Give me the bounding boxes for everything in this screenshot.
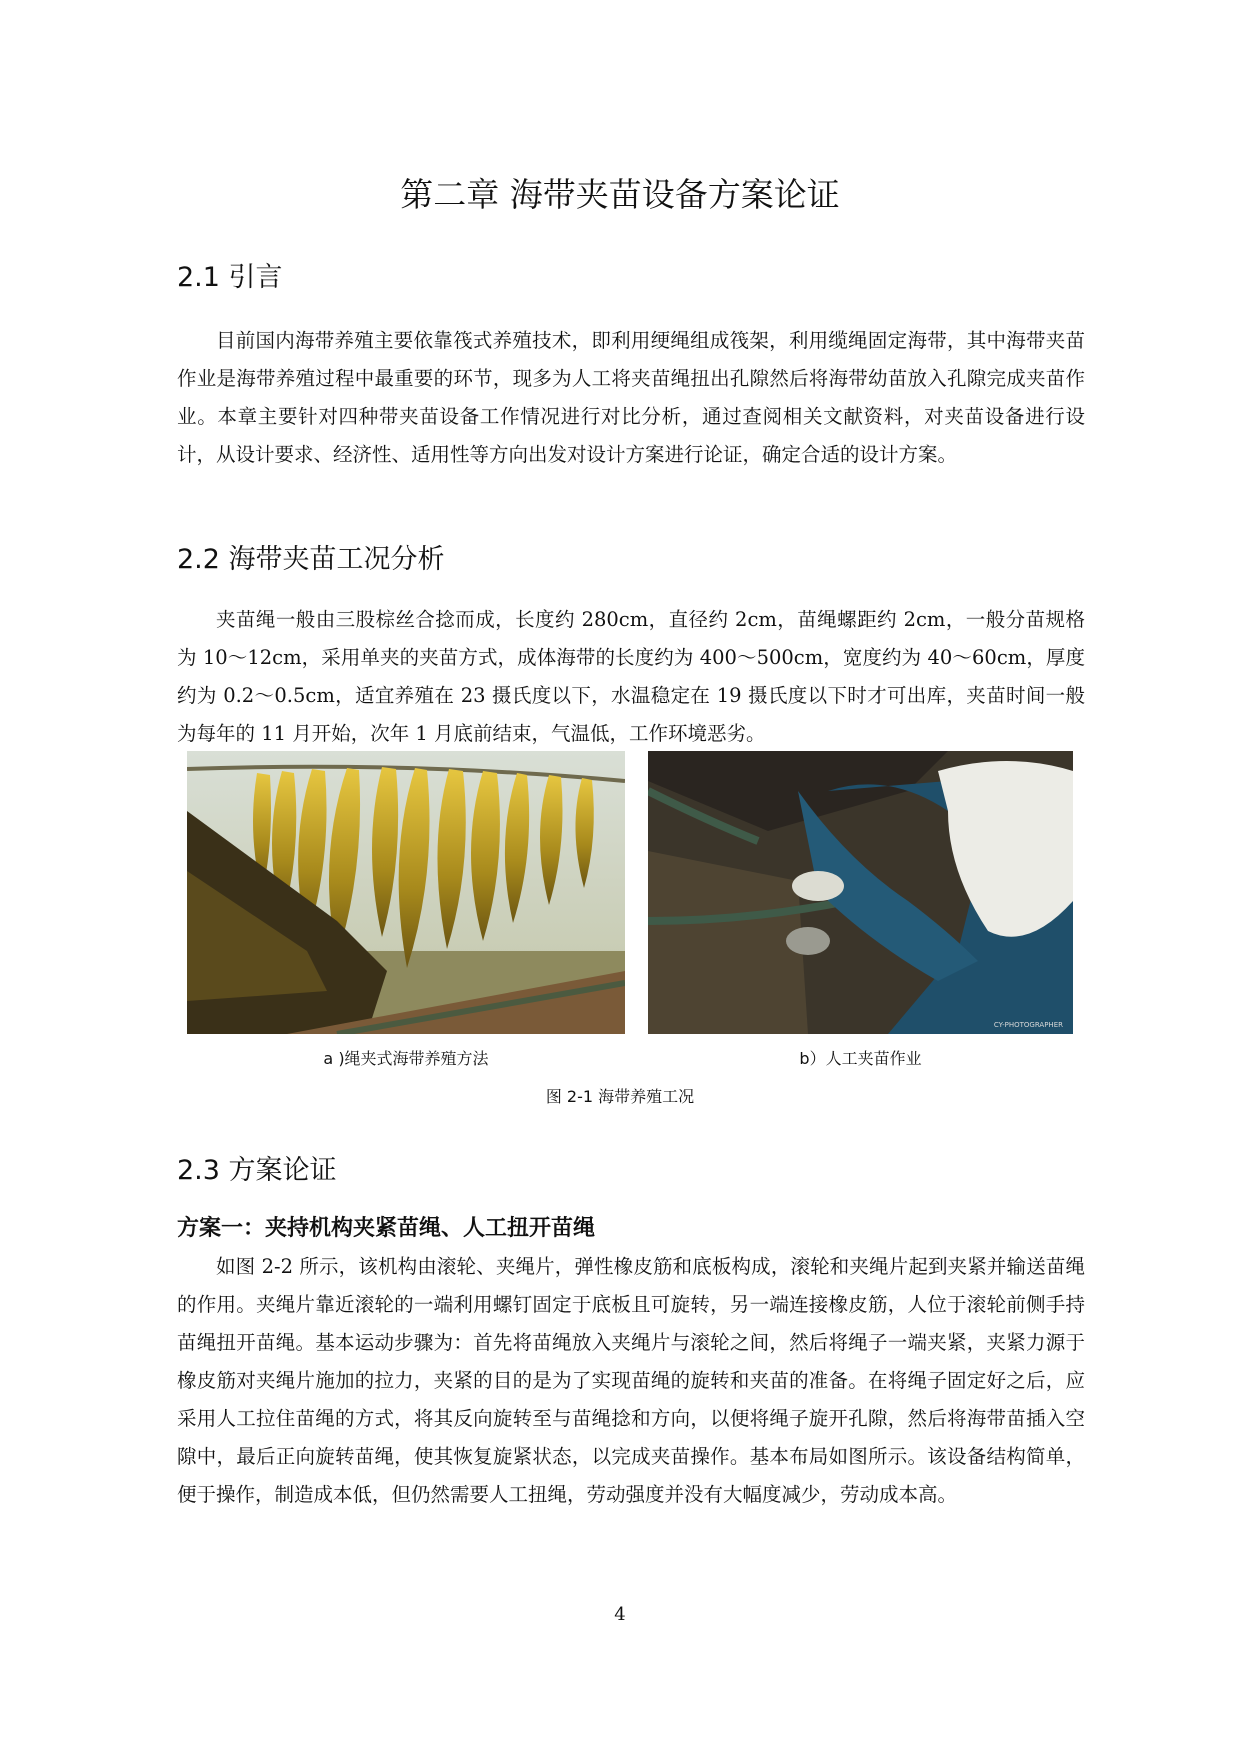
section-2-2-heading: 2.2 海带夹苗工况分析 xyxy=(177,544,445,575)
scheme-1-paragraph: 如图 2-2 所示，该机构由滚轮、夹绳片，弹性橡皮筋和底板构成，滚轮和夹绳片起到夹紧并输送苗绳的作用。夹绳片靠近滚轮的一端利用螺钉固定于底板且可旋转，另一端连接橡皮筋，人位于滚轮前侧手持苗绳扭开苗绳。基本运动步骤为：首先将苗绳放入夹绳片与滚轮之间，然后将绳子一端夹紧，夹紧力源于橡皮筋对夹绳片施加的拉力，夹紧的目的是为了实现苗绳的旋转和夹苗的准备。在将绳子固定好之后，应采用人工拉住苗绳的方式，将其反向旋转至与苗绳捻和方向，以便将绳子旋开孔隙，然后将海带苗插入空隙中，最后正向旋转苗绳，使其恢复旋紧状态，以完成夹苗操作。基本布局如图所示。该设备结构简单，便于操作，制造成本低，但仍然需要人工扭绳，劳动强度并没有大幅度减少，劳动成本高。 xyxy=(177,1255,1085,1506)
photo-watermark: CY-PHOTOGRAPHER xyxy=(993,1021,1063,1029)
chapter-title: 第二章 海带夹苗设备方案论证 xyxy=(400,175,840,214)
figure-caption-a: a )绳夹式海带养殖方法 xyxy=(323,1049,489,1068)
scheme-1-title: 方案一：夹持机构夹紧苗绳、人工扭开苗绳 xyxy=(177,1216,596,1241)
section-2-2-paragraph: 夹苗绳一般由三股棕丝合捻而成，长度约 280cm，直径约 2cm，苗绳螺距约 2cm，一般分苗规格为 10～12cm，采用单夹的夹苗方式，成体海带的长度约为 400～500cm，宽度约为 40～60cm，厚度约为 0.2～0.5cm，适宜养殖在 23 摄氏度以下，水温稳定在 19 摄氏度以下时才可出库，夹苗时间一般为每年的 11 月开始，次年 1 月底前结束，气温低，工作环境恶劣。 xyxy=(177,608,1085,745)
figure-caption-b: b）人工夹苗作业 xyxy=(799,1049,922,1068)
section-2-3-heading: 2.3 方案论证 xyxy=(177,1155,337,1186)
manual-clamping-illustration xyxy=(648,751,1073,1034)
section-2-1-heading: 2.1 引言 xyxy=(177,262,283,293)
kelp-farming-illustration xyxy=(187,751,625,1034)
kelp-farming-photo xyxy=(187,751,625,1034)
figure-caption: 图 2-1 海带养殖工况 xyxy=(545,1087,695,1106)
page-number: 4 xyxy=(614,1604,626,1625)
section-2-1-paragraph: 目前国内海带养殖主要依靠筏式养殖技术，即利用绠绳组成筏架，利用缆绳固定海带，其中海带夹苗作业是海带养殖过程中最重要的环节，现多为人工将夹苗绳扭出孔隙然后将海带幼苗放入孔隙完成夹苗作业。本章主要针对四种带夹苗设备工作情况进行对比分析，通过查阅相关文献资料，对夹苗设备进行设计，从设计要求、经济性、适用性等方向出发对设计方案进行论证，确定合适的设计方案。 xyxy=(177,329,1085,466)
manual-clamping-photo xyxy=(648,751,1073,1034)
